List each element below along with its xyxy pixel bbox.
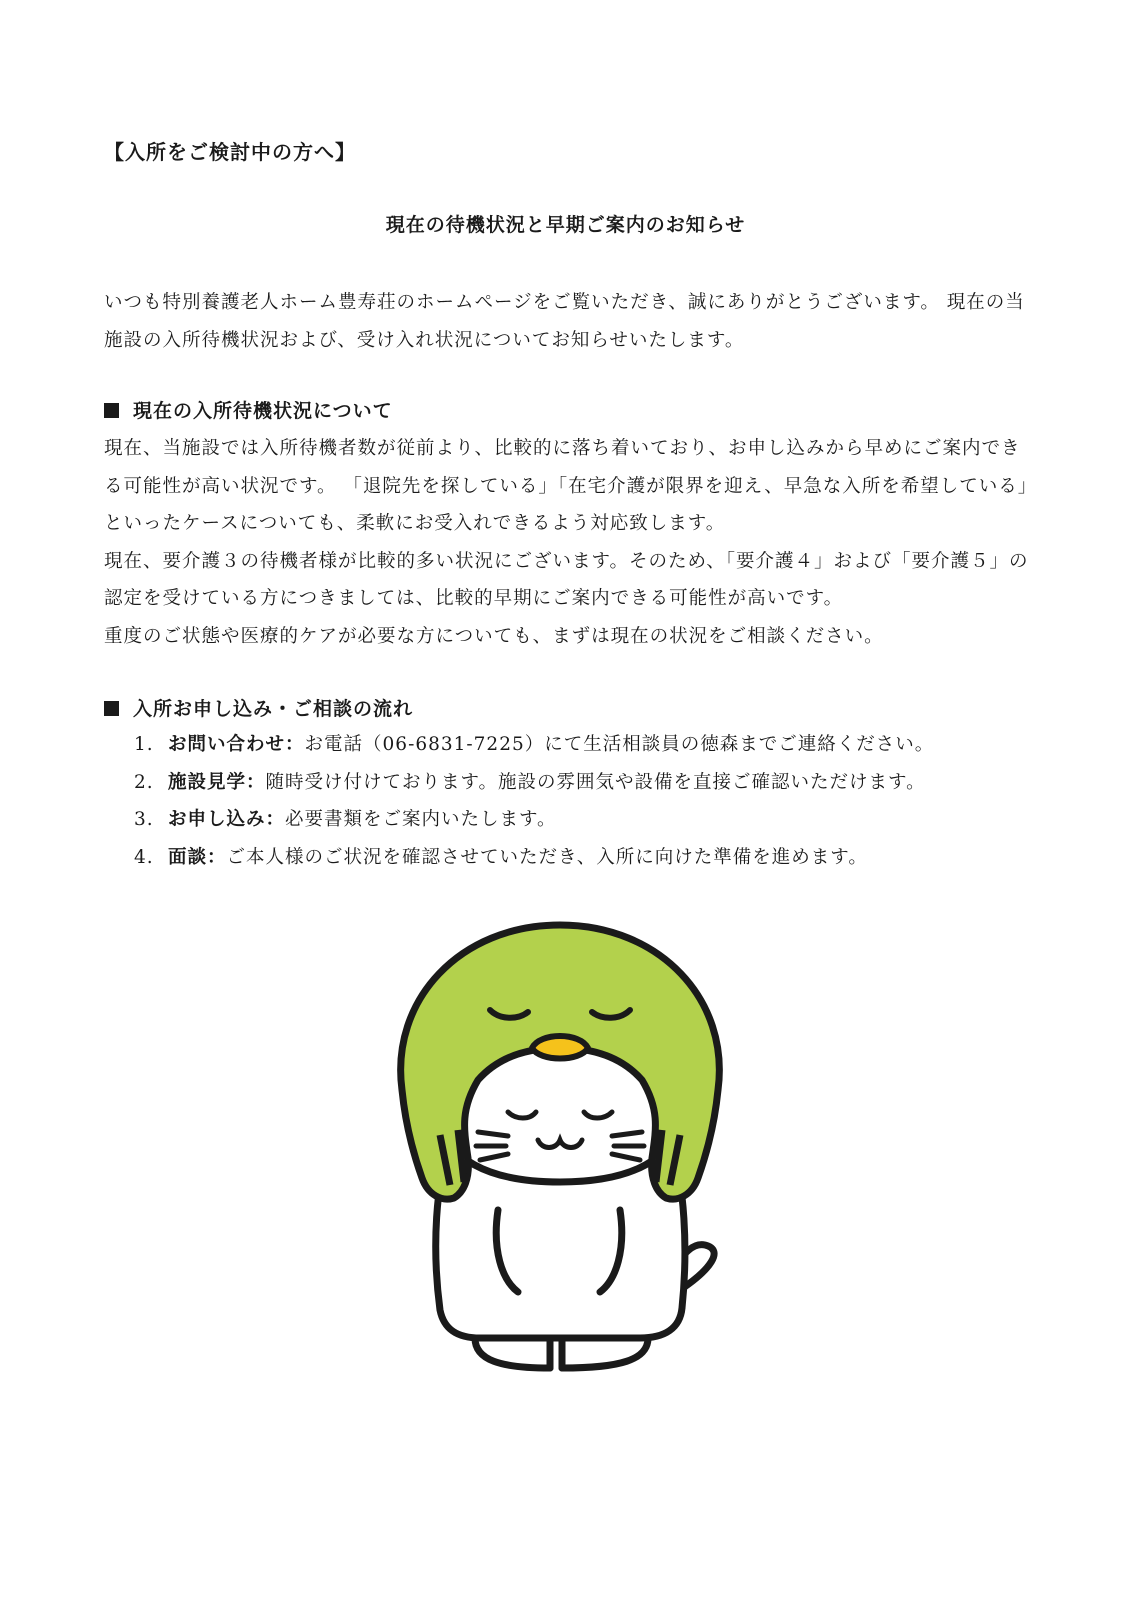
step-number: 1. [134,734,154,755]
list-item [134,764,1034,802]
step-number: 4. [134,846,154,868]
step-text: 随時受け付けております。施設の雰囲気や設備を直接ご確認いただけます。 [265,771,926,793]
body-paragraph: 重度のご状態や医療的ケアが必要な方についても、まずは現在の状況をご相談ください。 [104,625,884,647]
step-number: 3. [134,809,154,831]
beak-icon [532,1036,588,1059]
body-paragraph: 現在、当施設では入所待機者数が従前より、比較的に落ち着いており、お申し込みから早めにご案内できる可能性が高い状況です。 「退院先を探している」「在宅介護が限界を迎え、早急な入所を希望している」といったケースについても、柔軟にお受入れできるよう対応致します。 [104,438,1029,535]
notice-heading: 【入所をご検討中の方へ】 [104,140,356,164]
step-number: 2. [134,771,154,793]
section-waiting-status-body [104,430,1034,656]
section-heading-text: 入所お申し込み・ご相談の流れ [133,698,414,720]
step-separator: ： [207,846,227,868]
mascot-illustration [380,920,740,1390]
step-text: ご本人様のご状況を確認させていただき、入所に向けた準備を進めます。 [226,846,868,868]
list-item [134,839,1034,877]
section-heading-text: 現在の入所待機状況について [133,400,393,422]
step-label: 施設見学 [168,771,247,793]
step-label: お申し込み [168,809,266,831]
body-paragraph: 現在、要介護３の待機者様が比較的多い状況にございます。そのため、「要介護４」および「要介護５」の認定を受けている方につきましては、比較的早期にご案内できる可能性が高いです。 [104,550,1029,610]
step-separator: ： [246,771,266,793]
step-text: 必要書類をご案内いたします。 [285,809,557,831]
square-bullet-icon [104,701,119,716]
step-text: お電話（06-6831-7225）にて生活相談員の徳森までご連絡ください。 [304,734,935,755]
step-label: 面談 [168,846,208,868]
square-bullet-icon [104,403,119,418]
application-steps-list [134,726,1034,876]
step-separator: ： [285,734,305,755]
step-label: お問い合わせ [168,734,286,755]
list-item [134,801,1034,839]
section-waiting-status-heading [104,396,393,423]
list-item [134,726,1034,764]
intro-paragraph: いつも特別養護老人ホーム豊寿荘のホームページをご覧いただき、誠にありがとうございます。 現在の当施設の入所待機状況および、受け入れ状況についてお知らせいたします。 [104,292,1025,351]
section-application-flow-heading [104,694,413,721]
document-title: 現在の待機状況と早期ご案内のお知らせ [385,214,746,236]
step-separator: ： [265,809,286,831]
